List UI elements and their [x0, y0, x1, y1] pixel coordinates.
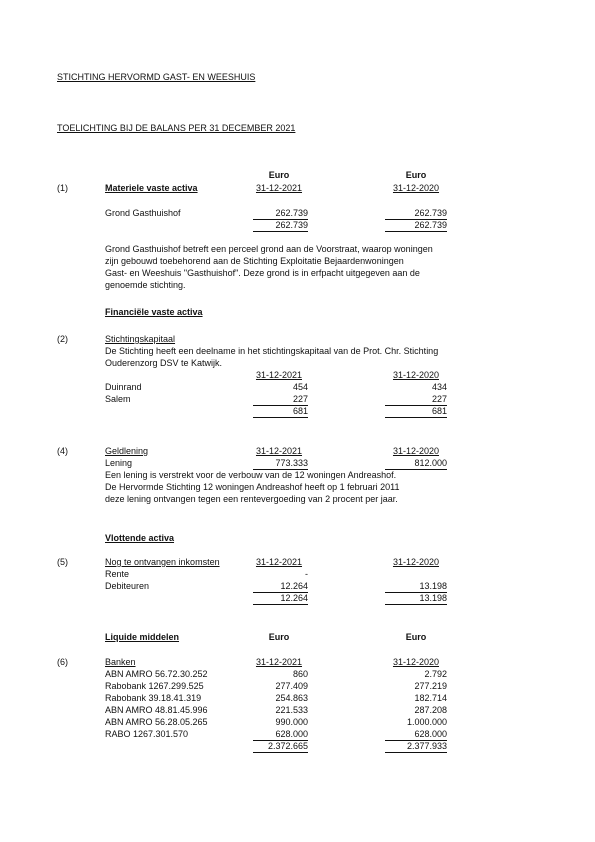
value-2020: 262.739	[414, 208, 447, 218]
value-2021: 12.264	[280, 581, 308, 591]
section-number: (2)	[57, 334, 68, 344]
col-header-euro-2020: Euro	[405, 632, 427, 642]
col-header-2021: 31-12-2021	[255, 657, 303, 667]
note-line: Een lening is verstrekt voor de verbouw van de 12 woningen Andreashof.	[105, 470, 397, 480]
value-2021: 221.533	[275, 705, 308, 715]
value-2021: -	[305, 569, 308, 579]
heading-liquide-middelen: Liquide middelen	[105, 632, 180, 642]
total-2021: 12.264	[280, 593, 308, 603]
col-header-2021: 31-12-2021	[255, 370, 303, 380]
value-2020: 13.198	[419, 581, 447, 591]
total-2020: 681	[431, 406, 447, 416]
value-2021: 773.333	[275, 458, 308, 468]
page-subtitle: TOELICHTING BIJ DE BALANS PER 31 DECEMBER 2021	[57, 123, 296, 133]
value-2020: 277.219	[414, 681, 447, 691]
heading-financiele-vaste-activa: Financiële vaste activa	[105, 307, 203, 317]
col-header-euro-2021: Euro	[268, 170, 290, 180]
value-2020: 182.714	[414, 693, 447, 703]
note-line: De Stichting heeft een deelname in het stichtingskapitaal van de Prot. Chr. Stichting	[105, 346, 439, 356]
row-label: Salem	[105, 394, 131, 404]
total-rule	[253, 417, 308, 418]
note-line: Grond Gasthuishof betreft een perceel grond aan de Voorstraat, waarop woningen	[105, 244, 433, 254]
value-2021: 277.409	[275, 681, 308, 691]
note-line: deze lening ontvangen tegen een rentevergoeding van 2 procent per jaar.	[105, 494, 398, 504]
value-2020: 2.792	[424, 669, 447, 679]
value-2021: 990.000	[275, 717, 308, 727]
value-2021: 628.000	[275, 729, 308, 739]
note-line: Ouderenzorg DSV te Katwijk.	[105, 358, 223, 368]
heading-vlottende-activa: Vlottende activa	[105, 533, 175, 543]
section-title-banken: Banken	[105, 657, 136, 667]
total-rule	[385, 417, 447, 418]
row-label: ABN AMRO 56.72.30.252	[105, 669, 208, 679]
total-2020: 2.377.933	[406, 741, 447, 751]
section-number: (5)	[57, 557, 68, 567]
section-number: (4)	[57, 446, 68, 456]
total-2021: 681	[292, 406, 308, 416]
col-header-2020: 31-12-2020	[392, 657, 440, 667]
note-line: Gast- en Weeshuis "Gasthuishof". Deze grond is in erfpacht uitgegeven aan de	[105, 268, 420, 278]
note-line: genoemde stichting.	[105, 280, 186, 290]
value-2021: 262.739	[275, 208, 308, 218]
value-2020: 227	[431, 394, 447, 404]
col-header-2020: 31-12-2020	[392, 183, 440, 193]
col-header-2020: 31-12-2020	[392, 446, 440, 456]
total-rule	[385, 231, 447, 232]
total-rule	[385, 752, 447, 753]
row-label: Rabobank 39.18.41.319	[105, 693, 202, 703]
total-2020: 13.198	[419, 593, 447, 603]
col-header-2020: 31-12-2020	[392, 370, 440, 380]
section-title-nog-te-ontvangen: Nog te ontvangen inkomsten	[105, 557, 220, 567]
value-2020: 812.000	[414, 458, 447, 468]
value-2021: 254.863	[275, 693, 308, 703]
total-2021: 262.739	[275, 220, 308, 230]
row-label: Duinrand	[105, 382, 142, 392]
section-title-stichtingskapitaal: Stichtingskapitaal	[105, 334, 176, 344]
col-header-euro-2020: Euro	[405, 170, 427, 180]
value-2021: 860	[292, 669, 308, 679]
value-2020: 287.208	[414, 705, 447, 715]
row-label: Rabobank 1267.299.525	[105, 681, 204, 691]
total-2020: 262.739	[414, 220, 447, 230]
value-2020: 628.000	[414, 729, 447, 739]
row-label: RABO 1267.301.570	[105, 729, 189, 739]
value-2020: 434	[431, 382, 447, 392]
col-header-2021: 31-12-2021	[255, 557, 303, 567]
note-line: De Hervormde Stichting 12 woningen Andreashof heeft op 1 februari 2011	[105, 482, 400, 492]
section-number: (6)	[57, 657, 68, 667]
section-number: (1)	[57, 183, 68, 193]
row-label: Rente	[105, 569, 130, 579]
value-2021: 227	[292, 394, 308, 404]
organization-title: STICHTING HERVORMD GAST- EN WEESHUIS	[57, 72, 256, 82]
row-label: ABN AMRO 56.28.05.265	[105, 717, 208, 727]
row-label: Lening	[105, 458, 133, 468]
row-label: Grond Gasthuishof	[105, 208, 181, 218]
col-header-2021: 31-12-2021	[255, 183, 303, 193]
section-title-geldlening: Geldlening	[105, 446, 149, 456]
total-2021: 2.372.665	[267, 741, 308, 751]
section-title-materiele-vaste-activa: Materiele vaste activa	[105, 183, 198, 193]
col-header-euro-2021: Euro	[268, 632, 290, 642]
col-header-2021: 31-12-2021	[255, 446, 303, 456]
row-label: ABN AMRO 48.81.45.996	[105, 705, 208, 715]
col-header-2020: 31-12-2020	[392, 557, 440, 567]
row-label: Debiteuren	[105, 581, 150, 591]
value-2020: 1.000.000	[406, 717, 447, 727]
total-rule	[253, 604, 308, 605]
total-rule	[253, 231, 308, 232]
note-line: zijn gebouwd toebehorend aan de Stichting Exploitatie Bejaardenwoningen	[105, 256, 404, 266]
total-rule	[253, 752, 308, 753]
value-2021: 454	[292, 382, 308, 392]
total-rule	[385, 604, 447, 605]
